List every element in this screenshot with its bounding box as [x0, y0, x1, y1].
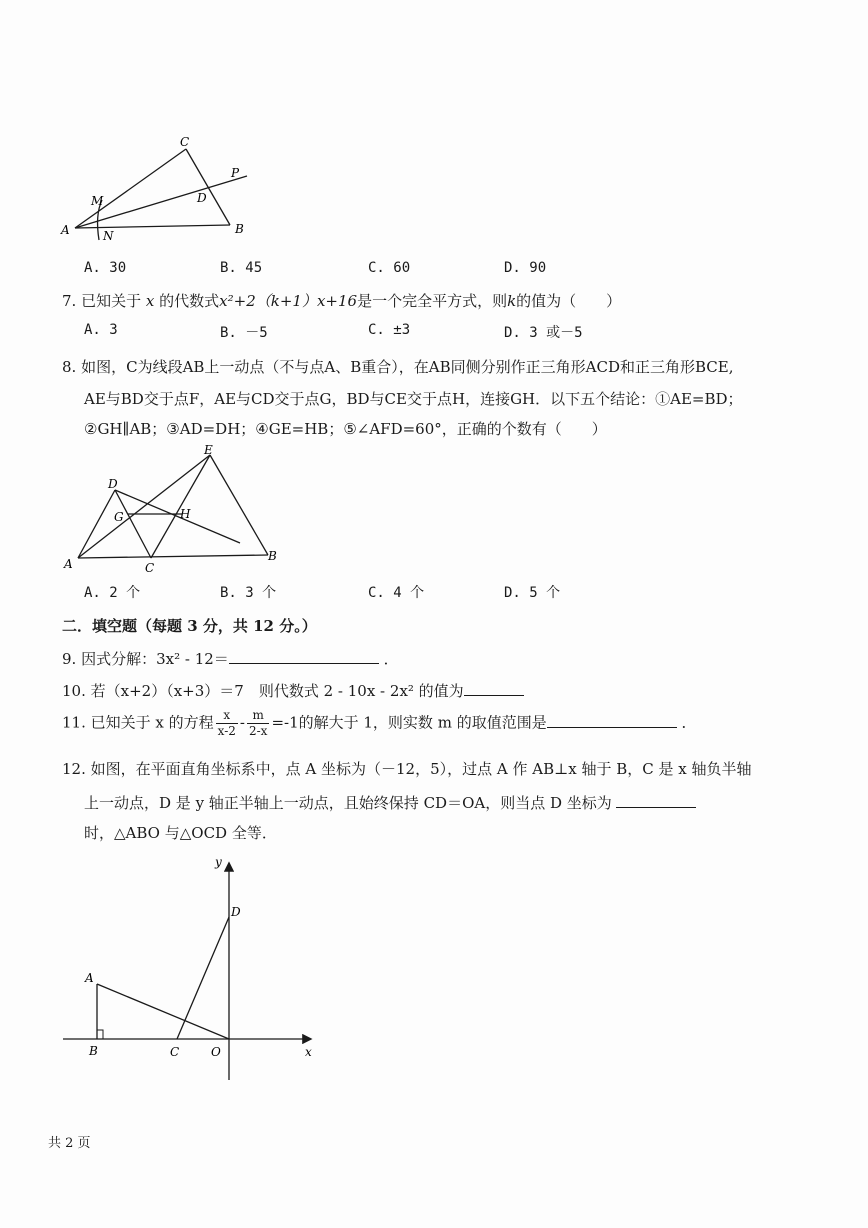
q6-option-c: C. 60: [368, 260, 411, 276]
q9-answer-blank[interactable]: [229, 649, 379, 664]
q6-label-n: N: [103, 229, 114, 243]
q12-seg-cd: [177, 917, 229, 1039]
q6-label-d: D: [197, 191, 207, 205]
q6-label-a: A: [61, 223, 70, 237]
q6-label-p: P: [231, 166, 240, 180]
q8-option-a: A. 2 个: [84, 585, 141, 601]
q6-label-c: C: [180, 135, 190, 149]
q12-seg-ao: [97, 984, 229, 1039]
q8-seg-dc: [115, 490, 151, 558]
q7-stem: 7. 已知关于 x 的代数式x²+2（k+1）x+16是一个完全平方式，则k的值为（ ）: [62, 292, 622, 310]
q8-label-b: B: [268, 549, 277, 563]
q12-label-a: A: [85, 971, 94, 985]
section-2-heading: 二．填空题（每题 3 分，共 12 分。）: [62, 617, 317, 635]
q12-stem-line-3: 时，△ABO 与△OCD 全等．: [84, 824, 277, 842]
q12-label-o: O: [211, 1045, 221, 1059]
q8-label-d: D: [108, 477, 118, 491]
q8-label-c: C: [145, 561, 155, 575]
q8-seg-ab: [78, 555, 268, 558]
q8-option-d: D. 5 个: [504, 585, 561, 601]
q8-option-b: B. 3 个: [220, 585, 277, 601]
page-footer: 共 2 页: [48, 1136, 91, 1151]
q10-answer-blank[interactable]: [464, 681, 524, 696]
q8-label-e: E: [204, 443, 213, 457]
q8-label-a: A: [64, 557, 73, 571]
q12-label-d: D: [231, 905, 241, 919]
q12-stem-line-2: 上一动点，D 是 y 轴正半轴上一动点，且始终保持 CD＝OA，则当点 D 坐标为: [84, 792, 696, 813]
q6-seg-cb: [186, 149, 230, 225]
q8-seg-eb: [210, 455, 268, 555]
q11-stem: 11. 已知关于 x 的方程 $\frac{x}{x-2}$ - $\frac{m}{2-x}$ =-1的解大于 1，则实数 m 的取值范围是 ．: [62, 708, 697, 738]
q7-option-d: D. 3 或－5: [504, 325, 583, 341]
q7-option-a: A. 3: [84, 322, 118, 338]
q6-figure: [55, 130, 265, 245]
q6-seg-ac: [75, 149, 186, 228]
q8-seg-bd: [115, 490, 240, 543]
q12-figure: [55, 852, 325, 1087]
q12-label-x: x: [305, 1045, 312, 1059]
q11-fraction-2: $\frac{m}{2-x}$: [248, 708, 268, 738]
q6-label-b: B: [235, 222, 244, 236]
q8-label-h: H: [180, 507, 191, 521]
q10-stem: 10. 若（x+2）（x+3）＝7 则代数式 2 - 10x - 2x² 的值为: [62, 680, 524, 701]
q12-label-b: B: [89, 1044, 98, 1058]
q12-label-c: C: [170, 1045, 180, 1059]
q12-answer-blank[interactable]: [616, 793, 696, 808]
q6-option-b: B. 45: [220, 260, 263, 276]
q8-figure: [58, 440, 288, 575]
q8-option-c: C. 4 个: [368, 585, 425, 601]
q8-stem-line-3: ②GH∥AB；③AD=DH；④GE=HB；⑤∠AFD=60°，正确的个数有（ ）: [84, 420, 607, 438]
q8-seg-ad: [78, 490, 115, 558]
q12-label-y: y: [215, 855, 222, 869]
q6-option-d: D. 90: [504, 260, 547, 276]
q8-options: [84, 582, 644, 602]
q6-label-m: M: [91, 194, 104, 208]
q11-answer-blank[interactable]: [547, 713, 677, 728]
q6-options: [84, 260, 644, 280]
q12-stem-line-1: 12. 如图，在平面直角坐标系中，点 A 坐标为（－12，5），过点 A 作 AB⊥x 轴于 B，C 是 x 轴负半轴: [62, 760, 752, 778]
q7-option-b: B. －5: [220, 325, 268, 341]
q8-label-g: G: [114, 510, 124, 524]
q8-stem-line-1: 8. 如图，C为线段AB上一动点（不与点A、B重合），在AB同侧分别作正三角形ACD和正三角形BCE,: [62, 358, 734, 376]
q9-stem: 9. 因式分解：3x² - 12＝ ．: [62, 650, 399, 668]
q11-fraction-1: $\frac{x}{x-2}$: [217, 708, 236, 738]
q7-options: [84, 322, 644, 342]
q12-right-angle-mark: [97, 1030, 103, 1039]
q8-stem-line-2: AE与BD交于点F，AE与CD交于点G，BD与CE交于点H，连接GH．以下五个结论：①AE=BD；: [84, 390, 743, 408]
q6-option-a: A. 30: [84, 260, 127, 276]
q7-option-c: C. ±3: [368, 322, 411, 338]
